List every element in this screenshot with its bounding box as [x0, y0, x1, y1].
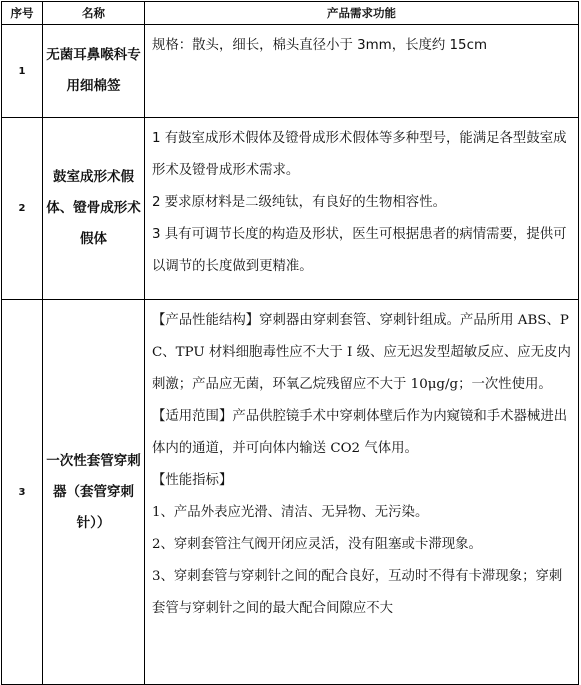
requirement-line: 2 要求原材料是二级纯钛，有良好的生物相容性。	[152, 195, 446, 210]
header-requirements: 产品需求功能	[145, 2, 579, 25]
row-index: 2	[2, 118, 43, 300]
header-index: 序号	[2, 2, 43, 25]
row-product-name: 一次性套管穿刺器（套管穿刺针））	[43, 300, 145, 685]
requirement-line: 【产品性能结构】穿刺器由穿刺套管、穿刺针组成。产品所用 ABS、PC、TPU 材料细胞毒性应不大于 I 级、应无迟发型超敏反应、应无皮内刺激；产品应无菌，环氧乙烷残留应不大于 10μg/g；一次性使用。	[152, 313, 571, 392]
requirement-line: 规格：散头，细长，棉头直径小于 3mm，长度约 15cm	[152, 38, 487, 53]
table-header-row	[2, 2, 579, 25]
row-requirements	[145, 118, 579, 300]
requirement-line: 【适用范围】产品供腔镜手术中穿刺体壁后作为内窥镜和手术器械进出体内的通道，并可向体内输送 CO2 气体用。	[152, 409, 568, 456]
table-row	[2, 118, 579, 300]
row-product-name: 鼓室成形术假体、镫骨成形术假体	[43, 118, 145, 300]
header-name: 名称	[43, 2, 145, 25]
requirement-line: 3 具有可调节长度的构造及形状，医生可根据患者的病情需要，提供可以调节的长度做到更精准。	[152, 227, 567, 274]
requirement-line: 【性能指标】	[152, 473, 233, 488]
table-row	[2, 25, 579, 118]
requirement-line: 2、穿刺套管注气阀开闭应灵活，没有阻塞或卡滞现象。	[152, 537, 482, 552]
requirement-line: 1 有鼓室成形术假体及镫骨成形术假体等多种型号，能满足各型鼓室成形术及镫骨成形术需求。	[152, 131, 567, 178]
requirement-line: 1、产品外表应光滑、清洁、无异物、无污染。	[152, 505, 429, 520]
table-row	[2, 300, 579, 685]
row-index: 3	[2, 300, 43, 685]
requirement-line: 3、穿刺套管与穿刺针之间的配合良好，互动时不得有卡滞现象；穿刺套管与穿刺针之间的最大配合间隙应不大	[152, 569, 563, 616]
row-product-name: 无菌耳鼻喉科专用细棉签	[43, 25, 145, 118]
requirements-table	[1, 1, 579, 685]
row-index: 1	[2, 25, 43, 118]
row-requirements	[145, 300, 579, 685]
row-requirements	[145, 25, 579, 118]
